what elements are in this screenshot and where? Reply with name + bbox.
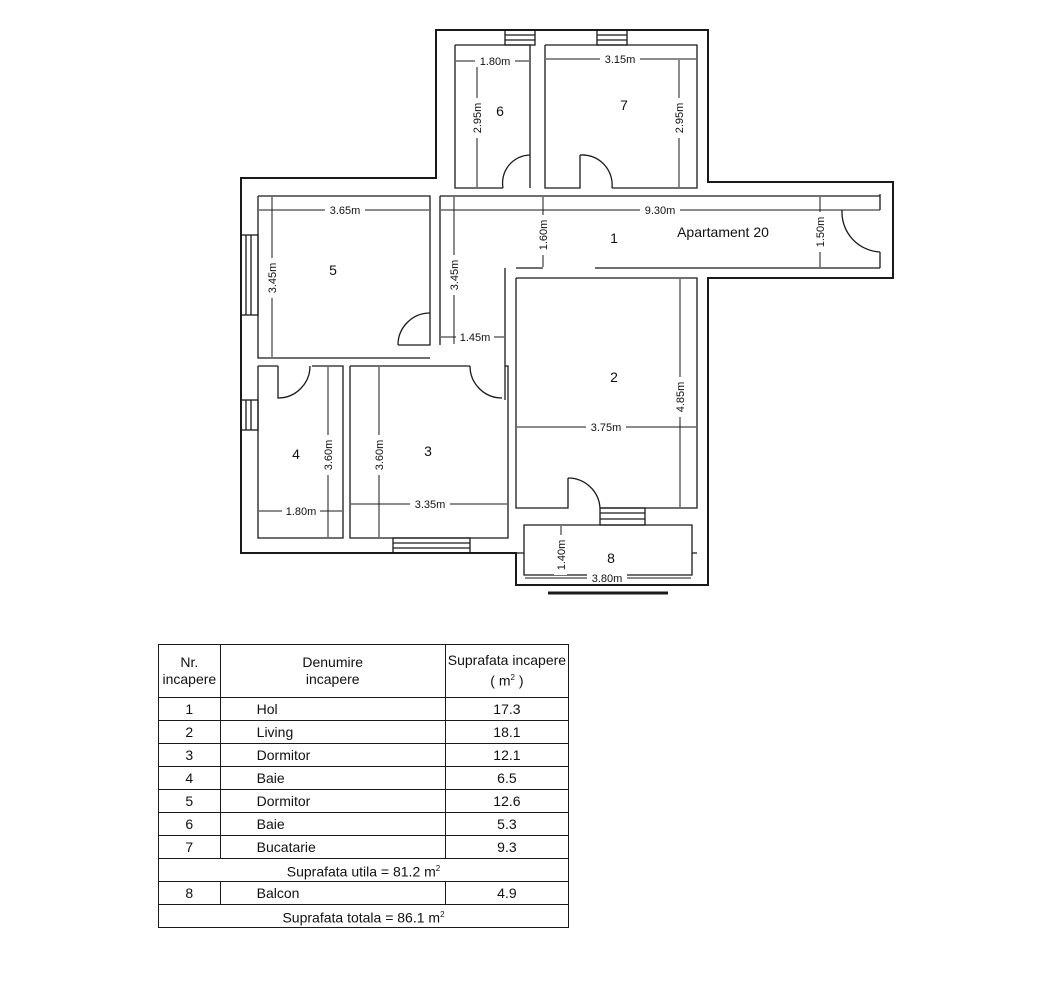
room-number-1: 1 bbox=[610, 230, 618, 246]
room-2-door-arc bbox=[568, 478, 600, 508]
table-row: 6 Baie 5.3 bbox=[159, 813, 569, 836]
table-row: 5 Dormitor 12.6 bbox=[159, 790, 569, 813]
total-area-row: Suprafata totala = 86.1 $m^2$ bbox=[159, 905, 569, 928]
table-header bbox=[159, 645, 569, 698]
table-row-balcony: 8 Balcon 4.9 bbox=[159, 882, 569, 905]
window-balcony-door bbox=[600, 508, 645, 525]
svg-text:3.80m: 3.80m bbox=[591, 573, 623, 585]
svg-text:3.45m: 3.45m bbox=[449, 259, 461, 291]
room-6-door-arc bbox=[503, 155, 530, 188]
window-bottom-3 bbox=[393, 538, 470, 553]
svg-text:3.60m: 3.60m bbox=[374, 439, 386, 471]
dim-7w bbox=[600, 52, 640, 66]
dim-hall bbox=[640, 203, 680, 217]
dim-2w bbox=[586, 420, 626, 434]
header-area: Suprafata incapere ( $m^2$ ) bbox=[445, 645, 568, 698]
svg-text:1.50m: 1.50m bbox=[815, 216, 827, 248]
svg-text:3.65m: 3.65m bbox=[329, 205, 361, 217]
svg-text:1.60m: 1.60m bbox=[538, 219, 550, 251]
svg-text:3.75m: 3.75m bbox=[590, 422, 622, 434]
table-row: 2 Living 18.1 bbox=[159, 721, 569, 744]
table-row: 7 Bucatarie 9.3 bbox=[159, 836, 569, 859]
dim-4h bbox=[321, 435, 335, 475]
entry-door-arc bbox=[842, 210, 880, 252]
dim-7h bbox=[672, 98, 686, 138]
window-left-5 bbox=[241, 235, 258, 315]
total-area-text: Suprafata totala = 86.1 m bbox=[282, 909, 441, 926]
corridor-wall bbox=[440, 196, 505, 400]
table-row: 3 Dormitor 12.1 bbox=[159, 744, 569, 767]
dim-8h bbox=[554, 535, 568, 575]
header-nr: Nr. incapere bbox=[159, 645, 221, 698]
svg-text:1.40m: 1.40m bbox=[556, 539, 568, 571]
svg-text:9.30m: 9.30m bbox=[644, 205, 676, 217]
room-3-door-arc bbox=[470, 366, 502, 398]
table-row: 4 Baie 6.5 bbox=[159, 767, 569, 790]
dim-corr-h bbox=[447, 255, 461, 295]
svg-text:3.60m: 3.60m bbox=[323, 439, 335, 471]
window-top-7 bbox=[597, 30, 627, 45]
dim-5h bbox=[265, 258, 279, 298]
useful-area-text: Suprafata utila = 81.2 m bbox=[286, 863, 436, 880]
room-5-door-arc bbox=[398, 313, 430, 345]
dim-6w bbox=[475, 54, 515, 68]
table-row: 1 Hol 17.3 bbox=[159, 698, 569, 721]
dim-4w bbox=[282, 504, 320, 518]
svg-text:3.45m: 3.45m bbox=[267, 262, 279, 294]
room-5-wall bbox=[258, 196, 430, 358]
window-left-4 bbox=[241, 400, 258, 430]
window-top-6 bbox=[505, 30, 535, 45]
room-areas-table bbox=[158, 644, 569, 928]
room-4-door-arc bbox=[278, 366, 310, 398]
dim-corr-w bbox=[456, 330, 494, 344]
svg-text:2.95m: 2.95m bbox=[472, 102, 484, 134]
dimension-lines bbox=[259, 59, 880, 578]
room-number-8: 8 bbox=[607, 550, 615, 566]
room-number-6: 6 bbox=[496, 103, 504, 119]
room-number-5: 5 bbox=[329, 262, 337, 278]
svg-text:1.80m: 1.80m bbox=[285, 506, 317, 518]
apartment-label: Apartament 20 bbox=[677, 224, 769, 240]
dim-8w bbox=[587, 571, 627, 585]
dim-hall-h bbox=[536, 215, 550, 255]
dim-3h bbox=[372, 435, 386, 475]
svg-text:2.95m: 2.95m bbox=[674, 102, 686, 134]
room-7-door-arc bbox=[580, 155, 612, 188]
dim-3w bbox=[410, 497, 450, 511]
dim-6h bbox=[470, 98, 484, 138]
room-number-7: 7 bbox=[620, 97, 628, 113]
dim-2h bbox=[673, 377, 687, 417]
svg-text:4.85m: 4.85m bbox=[675, 381, 687, 413]
useful-area-row: Suprafata utila = 81.2 $m^2$ bbox=[159, 859, 569, 882]
room-number-3: 3 bbox=[424, 443, 432, 459]
room-number-4: 4 bbox=[292, 446, 300, 462]
dim-entry bbox=[813, 212, 827, 252]
svg-text:3.15m: 3.15m bbox=[604, 54, 636, 66]
dim-5w bbox=[325, 203, 365, 217]
header-name: Denumire incapere bbox=[220, 645, 445, 698]
svg-text:1.80m: 1.80m bbox=[479, 56, 511, 68]
svg-text:1.45m: 1.45m bbox=[459, 332, 491, 344]
room-number-2: 2 bbox=[610, 369, 618, 385]
svg-text:3.35m: 3.35m bbox=[414, 499, 446, 511]
room-2-wall bbox=[516, 278, 697, 508]
outer-wall bbox=[241, 30, 893, 585]
